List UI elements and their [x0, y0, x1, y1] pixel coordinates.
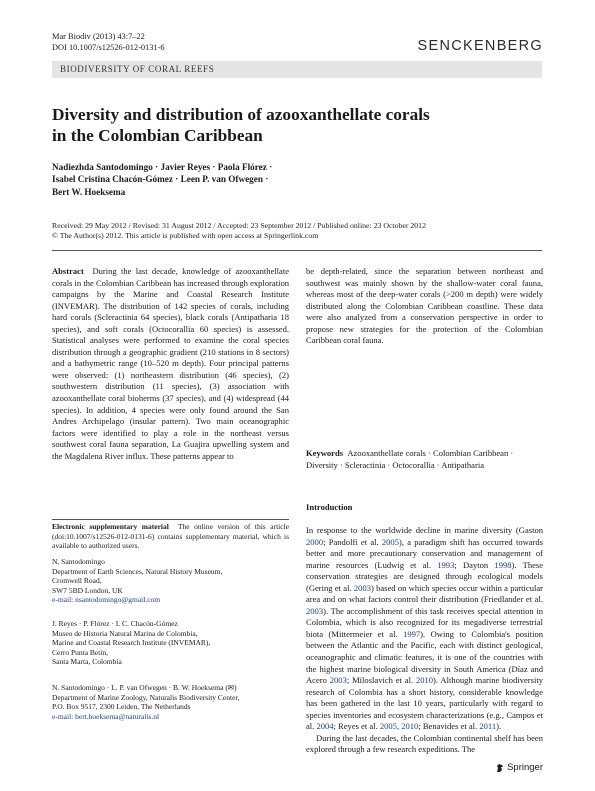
introduction-body — [306, 525, 543, 756]
citation-link[interactable]: 2003 — [329, 675, 347, 686]
keywords-text: Azooxanthellate corals · Colombian Caribbean · Diversity · Scleractinia · Octocorallia · Antipatharia — [306, 448, 514, 470]
citation-link[interactable]: 2000 — [306, 536, 324, 547]
article-history — [52, 221, 552, 241]
affil-line: J. Reyes · P. Flórez · I. C. Chacón-Gómez — [52, 619, 178, 628]
abstract-text: During the last decade, knowledge of azooxanthellate corals in the Colombian Caribbean has increased through exploration campaigns by the Marine and Coastal Research Institute (INVEMAR). The distribution of 142 species of corals, including hard corals (Scleractinia 64 species), black corals (Antipatharia 18 species), and soft corals (Octocorallia 60 species) is assessed. Statistical analyses were performed to examine the coral species distribution through a geographic gradient (210 stations in 8 sectors) and a bathymetric range (10–520 m depth). Four principal patterns were observed: (1) northeastern distribution (46 species), (2) southwestern distribution (11 species), (3) association with azooxanthellate coral bioherms (37 species), and (4) widespread (44 species). In addition, 4 species were only found around the San Andres Archipelago (insular pattern). Two main oceanographic factors were identified to play a role in the northeast versus southwest coral fauna separation, La Guajira upwelling system and the Magdalena River influx. These patterns appear to — [52, 266, 289, 461]
affil-line: Museo de Historia Natural Marina de Colombia, — [52, 628, 198, 638]
keywords-block — [306, 448, 543, 471]
citation-link[interactable]: 2010 — [415, 675, 434, 686]
affil-line: Department of Marine Zoology, Naturalis Biodiversity Center, — [52, 692, 240, 702]
springer-logo — [496, 762, 543, 773]
affiliation-3 — [52, 683, 289, 721]
header-divider — [52, 250, 542, 251]
intro-text: ) based on which species occur within a particular area and on what factors control their distribution (Friedlander et al. — [306, 582, 543, 605]
article-title — [52, 105, 522, 146]
affil-email[interactable]: e-mail: nsantodomingo@gmail.com — [52, 595, 161, 605]
affil-line: Cromwell Road, — [52, 576, 102, 586]
intro-text: ; Reyes et al. — [333, 721, 380, 732]
affil-line: N. Santodomingo · L. P. van Ofwegen · B. W. Hoeksema (✉) — [52, 683, 237, 692]
intro-text: ). The accomplishment of this task receives special attention in Colombia, which is also recognized for its megadiverse terrestrial biota (Mittermeier et al. — [306, 605, 543, 639]
authors-line-3: Bert W. Hoeksema — [52, 186, 126, 197]
title-line-2: in the Colombian Caribbean — [52, 125, 263, 145]
springer-horse-icon — [496, 763, 504, 773]
introduction-paragraph-1 — [306, 525, 543, 733]
citation-link[interactable]: 2004 — [316, 721, 334, 732]
affil-line: Department of Earth Sciences, Natural History Museum, — [52, 566, 223, 576]
citation-link[interactable]: 1997 — [403, 628, 421, 639]
introduction-paragraph-2: During the last decades, the Colombian continental shelf has been explored through a few research expeditions. The — [306, 732, 543, 755]
journal-citation — [52, 31, 272, 53]
affil-line: P.O. Box 9517, 2300 Leiden, The Netherlands — [52, 702, 191, 712]
affil-line: Santa Marta, Colombia — [52, 657, 122, 667]
senckenberg-logo: SENCKENBERG — [417, 38, 543, 54]
affil-line: Cerro Punta Betín, — [52, 647, 109, 657]
copyright-notice: © The Author(s) 2012. This article is published with open access at Springerlink.com — [52, 231, 319, 240]
keywords-label: Keywords — [306, 448, 344, 458]
intro-text: ; Dayton — [454, 559, 495, 570]
supplementary-note — [52, 522, 289, 551]
authors-line-1: Nadiezhda Santodomingo · Javier Reyes · Paola Flórez · — [52, 162, 273, 172]
journal-volume: Mar Biodiv (2013) 43:7–22 — [52, 32, 145, 41]
intro-text: ; Benavides et al. — [418, 721, 480, 732]
intro-text: ). These conservation strategies are designed through ecological models (Gering et al. — [306, 559, 544, 593]
citation-link[interactable]: 2005 — [381, 536, 399, 547]
title-line-1: Diversity and distribution of azooxanthellate corals — [52, 105, 430, 124]
citation-link[interactable]: 2011 — [479, 721, 497, 732]
citation-link[interactable]: 1998 — [494, 559, 512, 570]
affil-email[interactable]: e-mail: bert.hoeksema@naturalis.nl — [52, 711, 160, 721]
publication-dates: Received: 29 May 2012 / Revised: 31 August 2012 / Accepted: 23 September 2012 / Published online: 23 October 2012 — [52, 221, 426, 230]
intro-text: , — [396, 721, 402, 732]
author-list — [52, 161, 352, 198]
intro-text: In response to the worldwide decline in marine diversity (Gaston — [306, 525, 543, 535]
section-banner: BIODIVERSITY OF CORAL REEFS — [52, 61, 542, 78]
intro-text: ; Pandolfi et al. — [323, 536, 382, 547]
citation-link[interactable]: 1993 — [437, 559, 455, 570]
springer-wordmark: Springer — [507, 762, 543, 773]
citation-link[interactable]: 2003 — [306, 605, 324, 616]
affil-line: Marine and Coastal Research Institute (INVEMAR), — [52, 638, 211, 648]
footnote-divider — [52, 519, 289, 520]
intro-text: ). Although marine biodiversity research of Colombia has a short history, considerable knowledge has been gathered in the last 10 years, particularly with regard to species inventories and ecosystem characterizations (e.g., Campos et al. — [306, 675, 543, 732]
affil-line: SW7 5BD London, UK — [52, 585, 123, 595]
journal-doi: DOI 10.1007/s12526-012-0131-6 — [52, 43, 165, 52]
affil-line: N. Santodomingo — [52, 557, 105, 566]
authors-line-2: Isabel Cristina Chacón-Gómez · Leen P. van Ofwegen · — [52, 174, 269, 185]
affiliation-1 — [52, 557, 289, 605]
abstract-block — [52, 266, 289, 462]
abstract-continuation: be depth-related, since the separation between northeast and southwest was mainly shown by the shallow-water coral fauna, whereas most of the deep-water corals (>200 m depth) were widely distributed along the Colombian Caribbean coastline. These data were also analyzed from a conservation perspective in order to propose new strategies for the protection of the Colombian Caribbean coral fauna. — [306, 266, 543, 346]
esm-text: The online version of this article (doi:10.1007/s12526-012-0131-6) contains supplementary material, which is available to authorized users. — [52, 522, 289, 551]
abstract-label: Abstract — [52, 266, 84, 276]
introduction-heading: Introduction — [306, 502, 353, 512]
intro-text: ), a paradigm shift has occurred towards better and more precautionary conservation and management of marine resources (Ludwig et al. — [306, 536, 544, 570]
citation-link[interactable]: 2003 — [353, 582, 371, 593]
citation-link[interactable]: 2005 — [379, 721, 397, 732]
citation-link[interactable]: 2010 — [401, 721, 419, 732]
intro-text: ; Miloslavich et al. — [346, 675, 416, 686]
esm-label: Electronic supplementary material — [52, 522, 169, 531]
intro-text: ). — [496, 721, 502, 732]
affiliation-2 — [52, 619, 289, 667]
intro-text: ). Owing to Colombia's position between the Atlantic and the Pacific, each with distinct geological, oceanographic and climatic features, it is one of the countries with the highest marine biological diversity in South America (Díaz and Acero — [306, 628, 543, 686]
